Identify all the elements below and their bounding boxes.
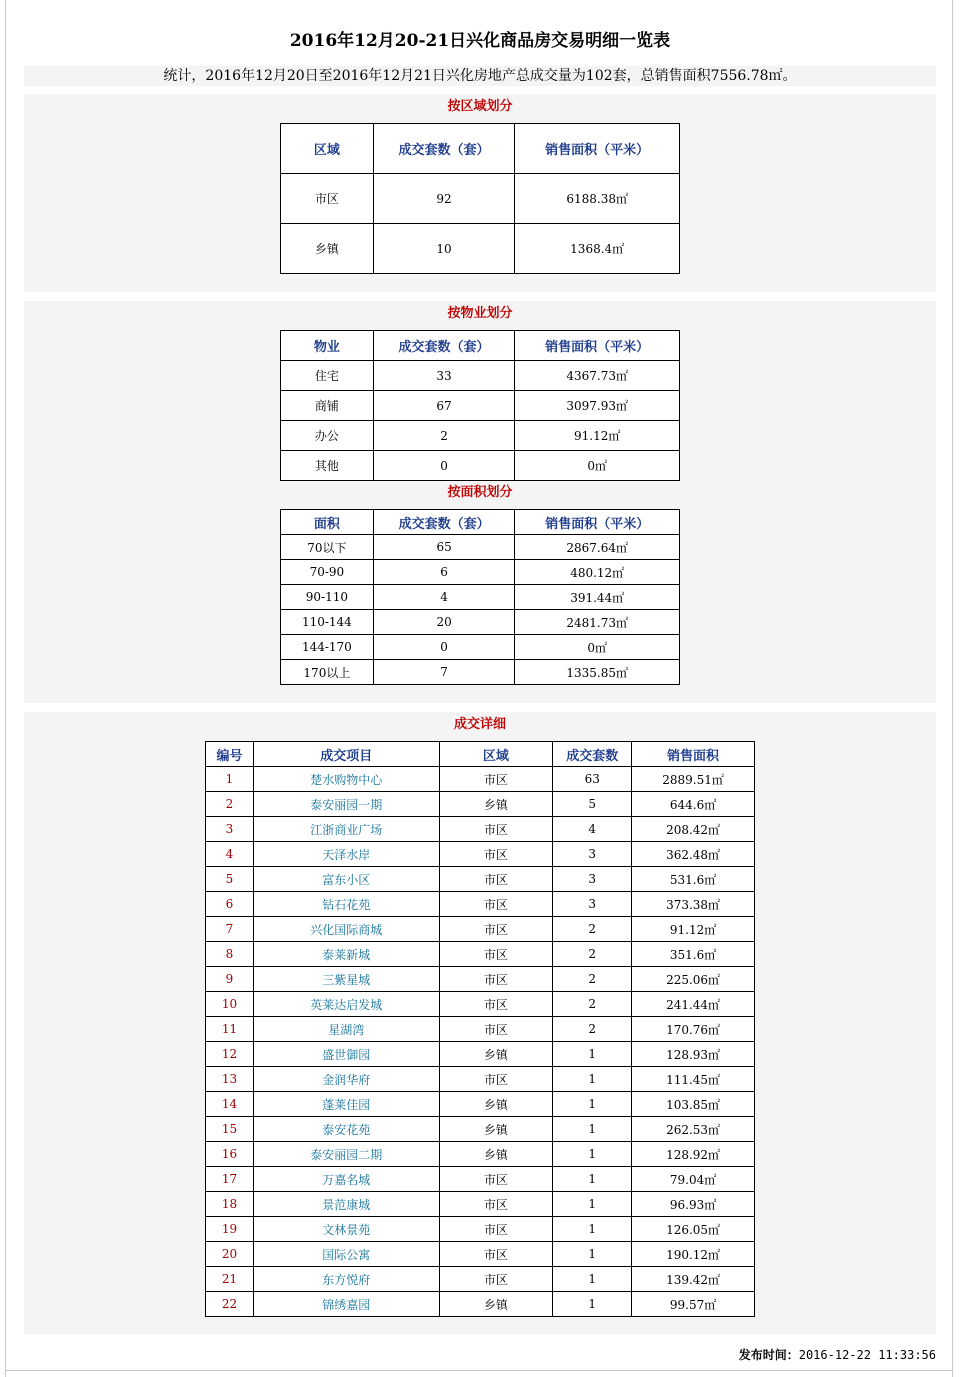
detail-index-cell: 1 xyxy=(206,767,254,792)
detail-area-cell: 128.92㎡ xyxy=(632,1142,755,1167)
detail-region-cell: 市区 xyxy=(439,1242,553,1267)
detail-col-header: 成交套数 xyxy=(553,742,632,767)
detail-area-cell: 139.42㎡ xyxy=(632,1267,755,1292)
detail-index-cell: 22 xyxy=(206,1292,254,1317)
detail-count-cell: 1 xyxy=(553,1117,632,1142)
detail-region-cell: 市区 xyxy=(439,842,553,867)
property-count-cell: 33 xyxy=(373,361,515,391)
area-area-cell: 1335.85㎡ xyxy=(515,660,680,685)
detail-count-cell: 1 xyxy=(553,1042,632,1067)
area-col-header: 成交套数（套） xyxy=(373,510,515,535)
detail-col-header: 区域 xyxy=(439,742,553,767)
project-link[interactable]: 东方悦府 xyxy=(253,1267,439,1292)
area-count-cell: 0 xyxy=(373,635,515,660)
detail-region-cell: 市区 xyxy=(439,967,553,992)
region-count-cell: 10 xyxy=(373,224,515,274)
region-col-header: 成交套数（套） xyxy=(373,124,515,174)
area-range-cell: 170以上 xyxy=(281,660,374,685)
publish-time xyxy=(739,1346,936,1363)
detail-index-cell: 5 xyxy=(206,867,254,892)
detail-count-cell: 5 xyxy=(553,792,632,817)
table-row xyxy=(206,1167,755,1192)
detail-count-cell: 2 xyxy=(553,1017,632,1042)
table-row xyxy=(206,917,755,942)
region-col-header: 区域 xyxy=(281,124,374,174)
project-link[interactable]: 英莱达启发城 xyxy=(253,992,439,1017)
region-name-cell: 市区 xyxy=(281,174,374,224)
table-row xyxy=(206,1142,755,1167)
project-link[interactable]: 三紫星城 xyxy=(253,967,439,992)
region-header-row xyxy=(281,124,680,174)
area-header-row xyxy=(281,510,680,535)
detail-region-cell: 市区 xyxy=(439,1267,553,1292)
table-row xyxy=(206,1292,755,1317)
project-link[interactable]: 国际公寓 xyxy=(253,1242,439,1267)
region-section-title: 按区域划分 xyxy=(447,99,513,114)
area-range-cell: 70-90 xyxy=(281,560,374,585)
detail-region-cell: 乡镇 xyxy=(439,1117,553,1142)
region-count-cell: 92 xyxy=(373,174,515,224)
property-area-cell: 4367.73㎡ xyxy=(515,361,680,391)
detail-index-cell: 14 xyxy=(206,1092,254,1117)
detail-index-cell: 7 xyxy=(206,917,254,942)
detail-count-cell: 63 xyxy=(553,767,632,792)
detail-index-cell: 15 xyxy=(206,1117,254,1142)
area-area-cell: 391.44㎡ xyxy=(515,585,680,610)
region-area-cell: 6188.38㎡ xyxy=(515,174,680,224)
page-frame-right xyxy=(952,0,953,1377)
detail-index-cell: 2 xyxy=(206,792,254,817)
region-table xyxy=(280,123,680,274)
property-count-cell: 67 xyxy=(373,391,515,421)
table-row xyxy=(206,1242,755,1267)
detail-region-cell: 市区 xyxy=(439,817,553,842)
table-row xyxy=(281,174,680,224)
project-link[interactable]: 泰安丽园一期 xyxy=(253,792,439,817)
detail-area-cell: 2889.51㎡ xyxy=(632,767,755,792)
detail-count-cell: 2 xyxy=(553,967,632,992)
area-area-cell: 2481.73㎡ xyxy=(515,610,680,635)
page-title: 2016年12月20-21日兴化商品房交易明细一览表 xyxy=(289,31,671,51)
table-row xyxy=(206,817,755,842)
page-frame-left xyxy=(5,0,6,1377)
project-link[interactable]: 兴化国际商城 xyxy=(253,917,439,942)
detail-region-cell: 市区 xyxy=(439,942,553,967)
detail-col-header: 销售面积 xyxy=(632,742,755,767)
detail-col-header: 成交项目 xyxy=(253,742,439,767)
detail-index-cell: 20 xyxy=(206,1242,254,1267)
detail-index-cell: 17 xyxy=(206,1167,254,1192)
detail-area-cell: 99.57㎡ xyxy=(632,1292,755,1317)
property-type-cell: 其他 xyxy=(281,451,374,481)
area-count-cell: 4 xyxy=(373,585,515,610)
detail-count-cell: 1 xyxy=(553,1067,632,1092)
table-row xyxy=(281,421,680,451)
area-section-title: 按面积划分 xyxy=(447,485,513,500)
detail-area-cell: 126.05㎡ xyxy=(632,1217,755,1242)
region-name-cell: 乡镇 xyxy=(281,224,374,274)
area-count-cell: 7 xyxy=(373,660,515,685)
area-table xyxy=(280,509,680,685)
detail-area-cell: 170.76㎡ xyxy=(632,1017,755,1042)
project-link[interactable]: 蓬莱佳园 xyxy=(253,1092,439,1117)
table-row xyxy=(281,361,680,391)
detail-area-cell: 128.93㎡ xyxy=(632,1042,755,1067)
detail-area-cell: 190.12㎡ xyxy=(632,1242,755,1267)
detail-count-cell: 2 xyxy=(553,992,632,1017)
detail-region-cell: 市区 xyxy=(439,1017,553,1042)
area-count-cell: 20 xyxy=(373,610,515,635)
property-area-cell: 0㎡ xyxy=(515,451,680,481)
table-row xyxy=(206,1267,755,1292)
project-link[interactable]: 楚水购物中心 xyxy=(253,767,439,792)
detail-area-cell: 351.6㎡ xyxy=(632,942,755,967)
area-area-cell: 2867.64㎡ xyxy=(515,535,680,560)
detail-region-cell: 乡镇 xyxy=(439,1142,553,1167)
project-link[interactable]: 泰莱新城 xyxy=(253,942,439,967)
detail-area-cell: 208.42㎡ xyxy=(632,817,755,842)
region-area-cell: 1368.4㎡ xyxy=(515,224,680,274)
property-count-cell: 2 xyxy=(373,421,515,451)
detail-area-cell: 111.45㎡ xyxy=(632,1067,755,1092)
detail-region-cell: 市区 xyxy=(439,867,553,892)
table-row xyxy=(281,451,680,481)
project-link[interactable]: 万嘉名城 xyxy=(253,1167,439,1192)
detail-count-cell: 3 xyxy=(553,842,632,867)
table-row xyxy=(206,1092,755,1117)
detail-area-cell: 91.12㎡ xyxy=(632,917,755,942)
property-area-cell: 3097.93㎡ xyxy=(515,391,680,421)
detail-count-cell: 4 xyxy=(553,817,632,842)
table-row xyxy=(206,1042,755,1067)
detail-index-cell: 11 xyxy=(206,1017,254,1042)
table-row xyxy=(206,892,755,917)
detail-region-cell: 乡镇 xyxy=(439,1092,553,1117)
property-type-cell: 商铺 xyxy=(281,391,374,421)
detail-region-cell: 市区 xyxy=(439,1217,553,1242)
detail-region-cell: 乡镇 xyxy=(439,792,553,817)
area-range-cell: 110-144 xyxy=(281,610,374,635)
detail-index-cell: 10 xyxy=(206,992,254,1017)
detail-area-cell: 96.93㎡ xyxy=(632,1192,755,1217)
area-col-header: 面积 xyxy=(281,510,374,535)
region-col-header: 销售面积（平米） xyxy=(515,124,680,174)
table-row xyxy=(281,560,680,585)
detail-region-cell: 乡镇 xyxy=(439,1042,553,1067)
detail-region-cell: 市区 xyxy=(439,1192,553,1217)
table-row xyxy=(206,842,755,867)
detail-count-cell: 1 xyxy=(553,1292,632,1317)
project-link[interactable]: 金润华府 xyxy=(253,1067,439,1092)
table-row xyxy=(281,635,680,660)
project-link[interactable]: 景范康城 xyxy=(253,1192,439,1217)
detail-count-cell: 1 xyxy=(553,1242,632,1267)
table-row xyxy=(206,967,755,992)
property-col-header: 销售面积（平米） xyxy=(515,331,680,361)
detail-header-row xyxy=(206,742,755,767)
detail-area-cell: 103.85㎡ xyxy=(632,1092,755,1117)
property-type-cell: 办公 xyxy=(281,421,374,451)
detail-count-cell: 1 xyxy=(553,1092,632,1117)
area-col-header: 销售面积（平米） xyxy=(515,510,680,535)
detail-index-cell: 3 xyxy=(206,817,254,842)
area-count-cell: 65 xyxy=(373,535,515,560)
table-row xyxy=(281,585,680,610)
table-row xyxy=(206,1117,755,1142)
detail-index-cell: 18 xyxy=(206,1192,254,1217)
detail-index-cell: 13 xyxy=(206,1067,254,1092)
detail-index-cell: 16 xyxy=(206,1142,254,1167)
detail-count-cell: 1 xyxy=(553,1167,632,1192)
detail-area-cell: 225.06㎡ xyxy=(632,967,755,992)
detail-area-cell: 644.6㎡ xyxy=(632,792,755,817)
table-row xyxy=(281,224,680,274)
detail-index-cell: 19 xyxy=(206,1217,254,1242)
table-row xyxy=(206,1192,755,1217)
detail-region-cell: 市区 xyxy=(439,1167,553,1192)
detail-count-cell: 1 xyxy=(553,1142,632,1167)
table-row xyxy=(206,1017,755,1042)
detail-index-cell: 9 xyxy=(206,967,254,992)
table-row xyxy=(206,867,755,892)
publish-time-value: 2016-12-22 11:33:56 xyxy=(798,1348,936,1362)
area-range-cell: 144-170 xyxy=(281,635,374,660)
detail-region-cell: 市区 xyxy=(439,892,553,917)
area-count-cell: 6 xyxy=(373,560,515,585)
detail-index-cell: 4 xyxy=(206,842,254,867)
detail-count-cell: 2 xyxy=(553,942,632,967)
table-row xyxy=(281,660,680,685)
table-row xyxy=(206,942,755,967)
detail-count-cell: 3 xyxy=(553,867,632,892)
table-row xyxy=(206,767,755,792)
property-table xyxy=(280,330,680,481)
property-section-title: 按物业划分 xyxy=(447,306,513,321)
detail-region-cell: 市区 xyxy=(439,917,553,942)
detail-count-cell: 2 xyxy=(553,917,632,942)
project-link[interactable]: 钻石花苑 xyxy=(253,892,439,917)
area-area-cell: 0㎡ xyxy=(515,635,680,660)
property-type-cell: 住宅 xyxy=(281,361,374,391)
publish-time-label: 发布时间： xyxy=(738,1348,799,1362)
detail-area-cell: 79.04㎡ xyxy=(632,1167,755,1192)
property-count-cell: 0 xyxy=(373,451,515,481)
detail-table xyxy=(205,741,755,1317)
detail-region-cell: 乡镇 xyxy=(439,1292,553,1317)
detail-area-cell: 373.38㎡ xyxy=(632,892,755,917)
project-link[interactable]: 盛世御园 xyxy=(253,1042,439,1067)
detail-col-header: 编号 xyxy=(206,742,254,767)
page-frame-bottom xyxy=(5,1370,953,1371)
project-link[interactable]: 泰安丽园二期 xyxy=(253,1142,439,1167)
project-link[interactable]: 江浙商业广场 xyxy=(253,817,439,842)
detail-count-cell: 1 xyxy=(553,1192,632,1217)
detail-index-cell: 6 xyxy=(206,892,254,917)
table-row xyxy=(206,992,755,1017)
property-header-row xyxy=(281,331,680,361)
table-row xyxy=(206,1067,755,1092)
detail-count-cell: 1 xyxy=(553,1267,632,1292)
project-link[interactable]: 锦绣嘉园 xyxy=(253,1292,439,1317)
project-link[interactable]: 天泽水岸 xyxy=(253,842,439,867)
table-row xyxy=(206,792,755,817)
area-range-cell: 90-110 xyxy=(281,585,374,610)
detail-section-title: 成交详细 xyxy=(453,717,506,732)
detail-count-cell: 3 xyxy=(553,892,632,917)
detail-area-cell: 241.44㎡ xyxy=(632,992,755,1017)
project-link[interactable]: 文林景苑 xyxy=(253,1217,439,1242)
property-area-cell: 91.12㎡ xyxy=(515,421,680,451)
detail-index-cell: 12 xyxy=(206,1042,254,1067)
detail-index-cell: 8 xyxy=(206,942,254,967)
table-row xyxy=(281,610,680,635)
detail-region-cell: 市区 xyxy=(439,767,553,792)
table-row xyxy=(206,1217,755,1242)
project-link[interactable]: 星湖湾 xyxy=(253,1017,439,1042)
project-link[interactable]: 富东小区 xyxy=(253,867,439,892)
detail-region-cell: 市区 xyxy=(439,1067,553,1092)
detail-index-cell: 21 xyxy=(206,1267,254,1292)
property-col-header: 成交套数（套） xyxy=(373,331,515,361)
table-row xyxy=(281,391,680,421)
detail-count-cell: 1 xyxy=(553,1217,632,1242)
area-area-cell: 480.12㎡ xyxy=(515,560,680,585)
area-range-cell: 70以下 xyxy=(281,535,374,560)
table-row xyxy=(281,535,680,560)
detail-area-cell: 362.48㎡ xyxy=(632,842,755,867)
detail-region-cell: 市区 xyxy=(439,992,553,1017)
project-link[interactable]: 泰安花苑 xyxy=(253,1117,439,1142)
detail-area-cell: 262.53㎡ xyxy=(632,1117,755,1142)
summary-text: 统计，2016年12月20日至2016年12月21日兴化房地产总成交量为102套，总销售面积7556.78㎡。 xyxy=(163,68,797,84)
detail-area-cell: 531.6㎡ xyxy=(632,867,755,892)
property-col-header: 物业 xyxy=(281,331,374,361)
